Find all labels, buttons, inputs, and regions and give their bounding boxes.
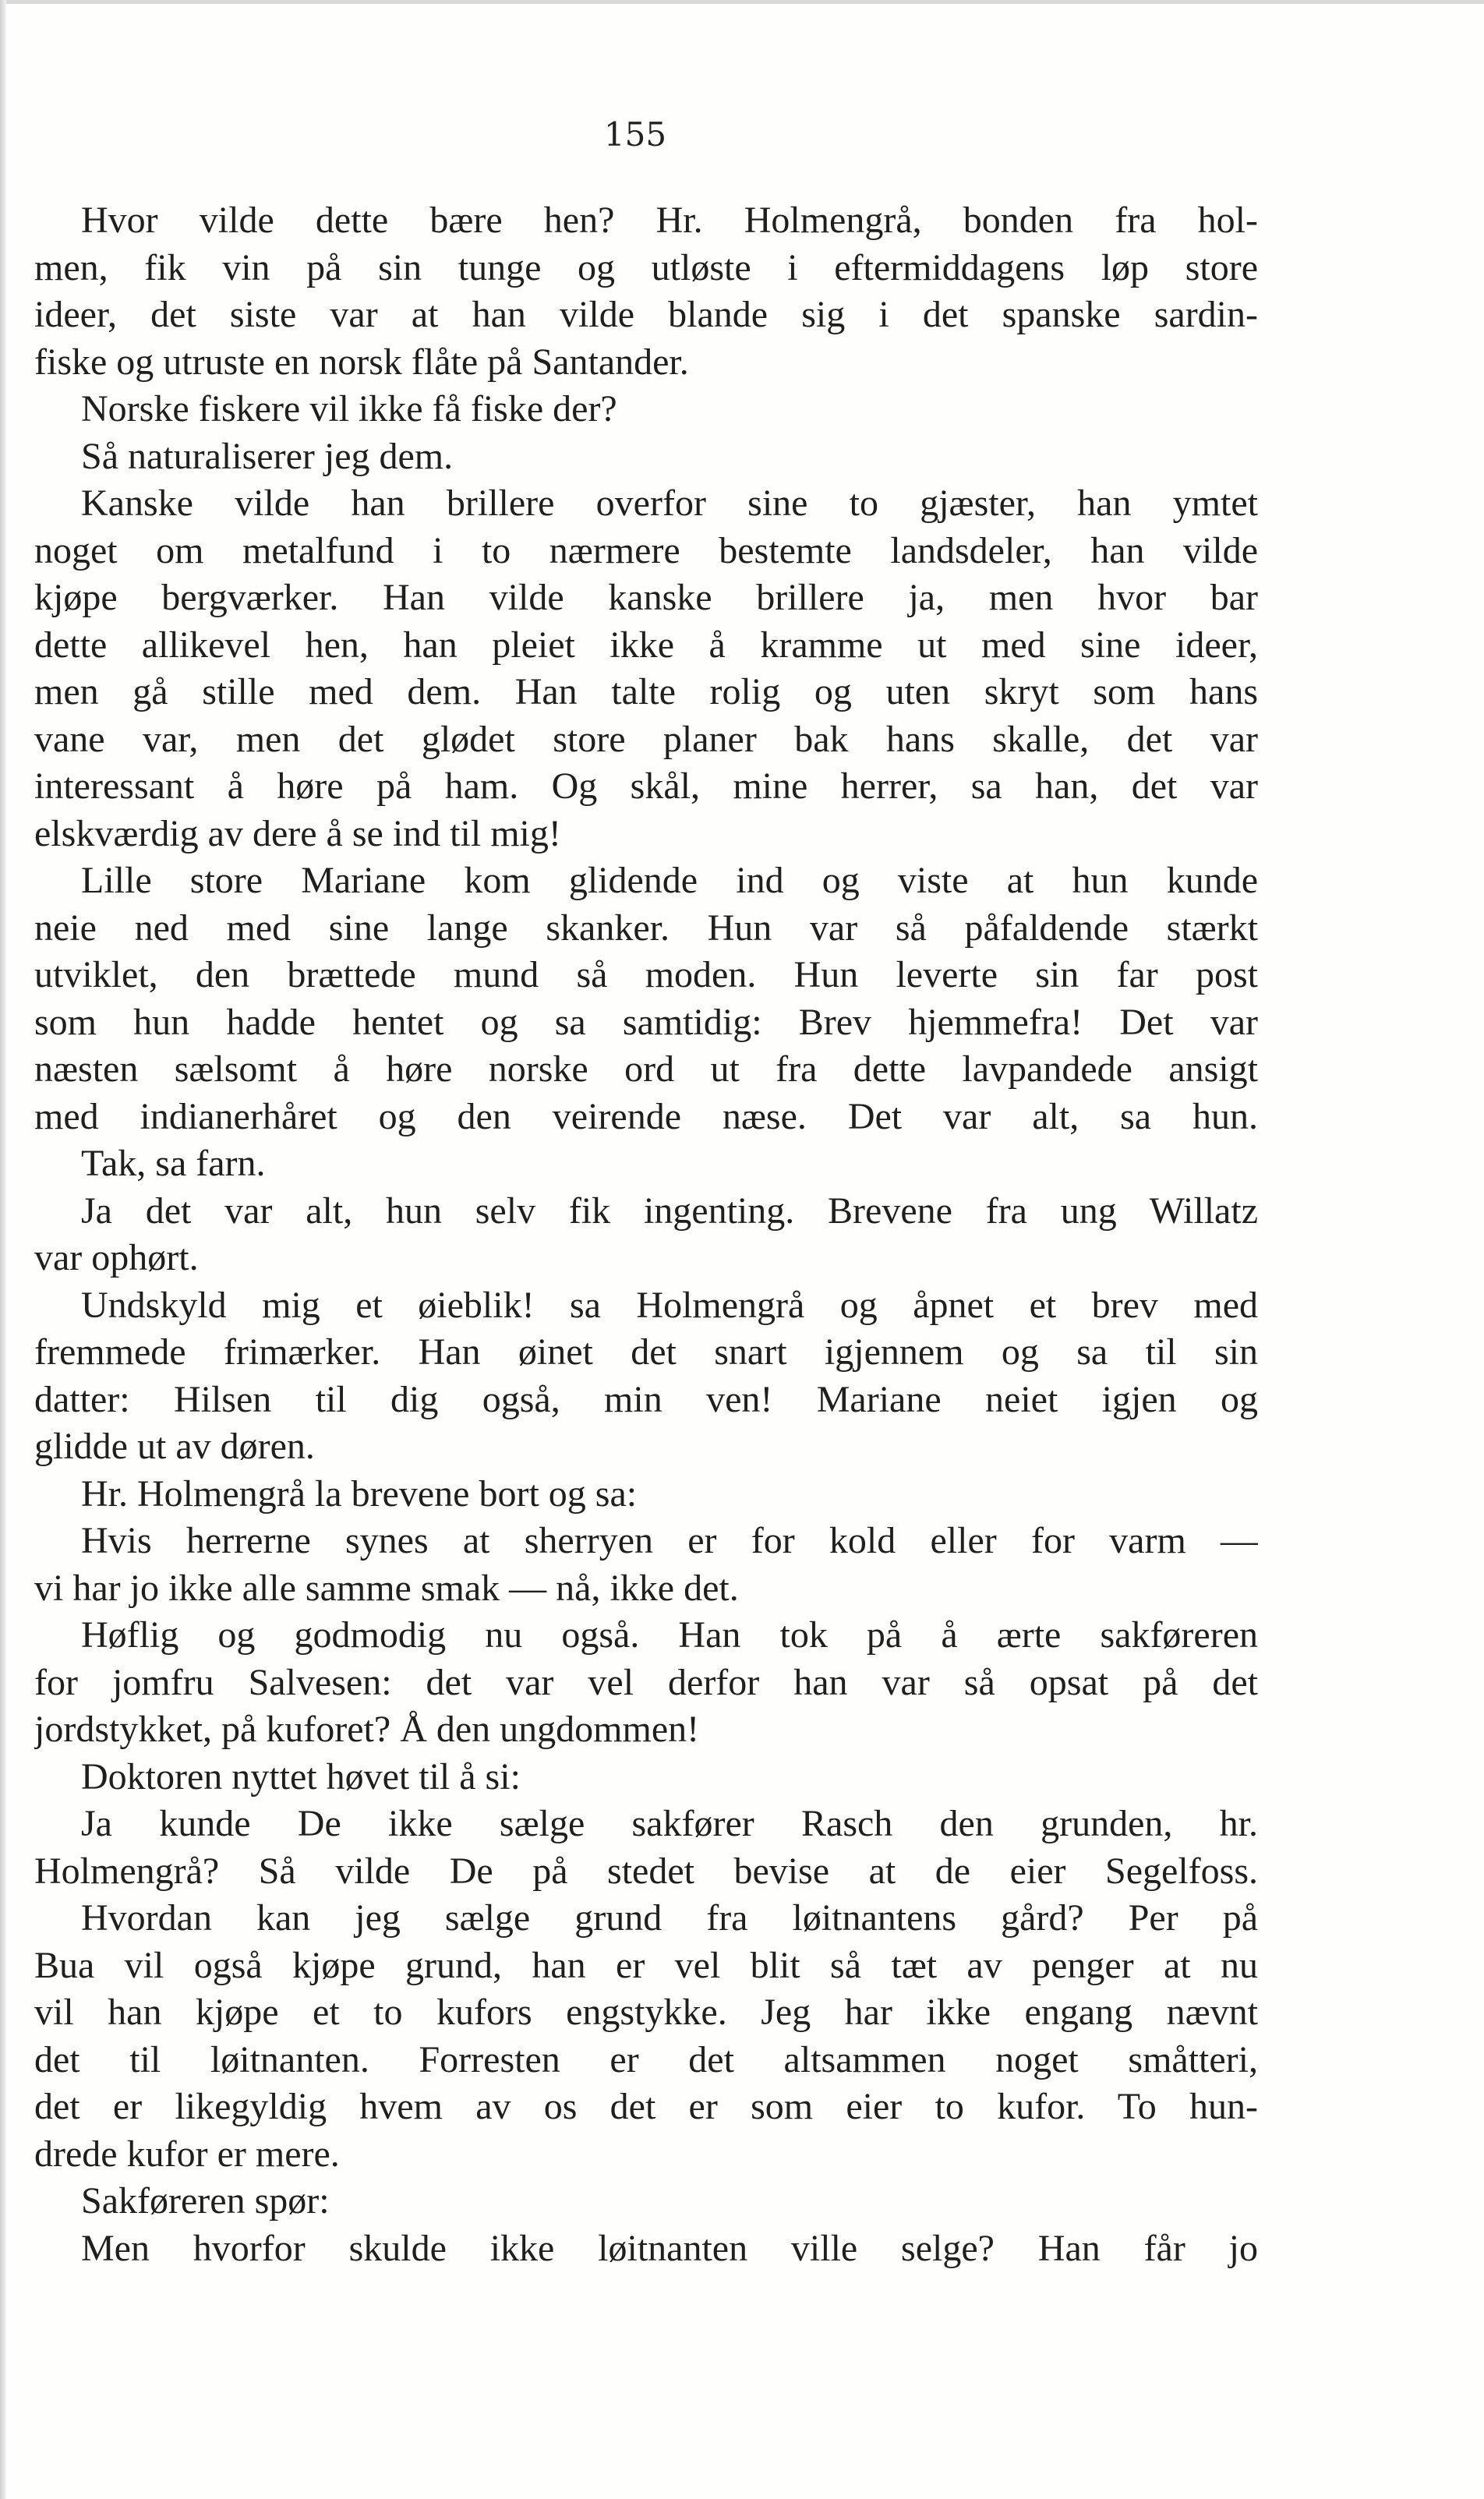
- body-text: [34, 197, 1258, 2272]
- page-number: 155: [603, 115, 667, 154]
- text-line: fiske og utruste en norsk flåte på Santander.: [34, 341, 689, 383]
- text-line: jordstykket, på kuforet? Å den ungdommen!: [34, 1709, 700, 1750]
- text-line: næsten sælsomt å høre norske ord ut fra dette lavpandede ansigt: [34, 1048, 1258, 1090]
- text-line: med indianerhåret og den veirende næse. Det var alt, sa hun.: [34, 1095, 1258, 1137]
- text-line: vi har jo ikke alle samme smak — nå, ikke det.: [34, 1567, 739, 1609]
- text-line: Høflig og godmodig nu også. Han tok på å ærte sakføreren: [81, 1614, 1258, 1656]
- text-line: som hun hadde hentet og sa samtidig: Brev hjemmefra! Det var: [34, 1001, 1258, 1043]
- text-line: men gå stille med dem. Han talte rolig og uten skryt som hans: [34, 671, 1258, 712]
- text-line: elskværdig av dere å se ind til mig!: [34, 812, 561, 854]
- text-line: Undskyld mig et øieblik! sa Holmengrå og åpnet et brev med: [81, 1284, 1258, 1326]
- text-line: Lille store Mariane kom glidende ind og viste at hun kunde: [81, 860, 1258, 901]
- text-line: vil han kjøpe et to kufors engstykke. Jeg har ikke engang nævnt: [34, 1992, 1258, 2033]
- text-line: kjøpe bergværker. Han vilde kanske brillere ja, men hvor bar: [34, 577, 1258, 618]
- text-line: Så naturaliserer jeg dem.: [81, 435, 454, 477]
- text-line: dette allikevel hen, han pleiet ikke å kramme ut med sine ideer,: [34, 624, 1258, 666]
- text-line: ideer, det siste var at han vilde blande sig i det spanske sardin-: [34, 294, 1258, 335]
- text-line: Hvor vilde dette bære hen? Hr. Holmengrå, bonden fra hol-: [81, 200, 1258, 241]
- text-line: Bua vil også kjøpe grund, han er vel blit så tæt av penger at nu: [34, 1944, 1258, 1986]
- text-line: det til løitnanten. Forresten er det altsammen noget småtteri,: [34, 2038, 1258, 2080]
- text-line: Doktoren nyttet høvet til å si:: [81, 1755, 521, 1797]
- text-line: Kanske vilde han brillere overfor sine to gjæster, han ymtet: [81, 482, 1258, 524]
- text-line: Holmengrå? Så vilde De på stedet bevise at de eier Segelfoss.: [34, 1850, 1258, 1892]
- page-top-edge: [0, 0, 1484, 4]
- page-binding-edge: [0, 0, 6, 2499]
- text-line: utviklet, den brættede mund så moden. Hun leverte sin far post: [34, 954, 1258, 995]
- text-line: Ja det var alt, hun selv fik ingenting. Brevene fra ung Willatz: [81, 1189, 1258, 1232]
- text-line: var ophørt.: [34, 1237, 199, 1278]
- text-line: neie ned med sine lange skanker. Hun var så påfaldende stærkt: [34, 907, 1258, 949]
- text-line: interessant å høre på ham. Og skål, mine herrer, sa han, det var: [34, 765, 1258, 807]
- text-line: Ja kunde De ikke sælge sakfører Rasch den grunden, hr.: [81, 1803, 1258, 1844]
- text-line: Hvis herrerne synes at sherryen er for kold eller for varm —: [81, 1520, 1258, 1561]
- text-line: Tak, sa farn.: [81, 1143, 266, 1184]
- text-line: vane var, men det glødet store planer bak hans skalle, det var: [34, 718, 1258, 760]
- text-line: men, fik vin på sin tunge og utløste i eftermiddagens løp store: [34, 246, 1258, 288]
- text-line: fremmede frimærker. Han øinet det snart igjennem og sa til sin: [34, 1331, 1258, 1373]
- text-line: drede kufor er mere.: [34, 2133, 340, 2175]
- text-line: noget om metalfund i to nærmere bestemte landsdeler, han vilde: [34, 529, 1258, 571]
- text-line: Men hvorfor skulde ikke løitnanten ville selge? Han får jo: [81, 2227, 1258, 2269]
- text-line: Sakføreren spør:: [81, 2180, 330, 2222]
- text-line: Hvordan kan jeg sælge grund fra løitnantens gård? Per på: [81, 1897, 1258, 1939]
- text-line: det er likegyldig hvem av os det er som eier to kufor. To hun-: [34, 2086, 1258, 2127]
- text-line: glidde ut av døren.: [34, 1426, 315, 1467]
- text-line: Norske fiskere vil ikke få fiske der?: [81, 388, 617, 429]
- text-line: datter: Hilsen til dig også, min ven! Mariane neiet igjen og: [34, 1378, 1258, 1420]
- text-line: Hr. Holmengrå la brevene bort og sa:: [81, 1472, 638, 1515]
- text-line: for jomfru Salvesen: det var vel derfor han var så opsat på det: [34, 1661, 1258, 1703]
